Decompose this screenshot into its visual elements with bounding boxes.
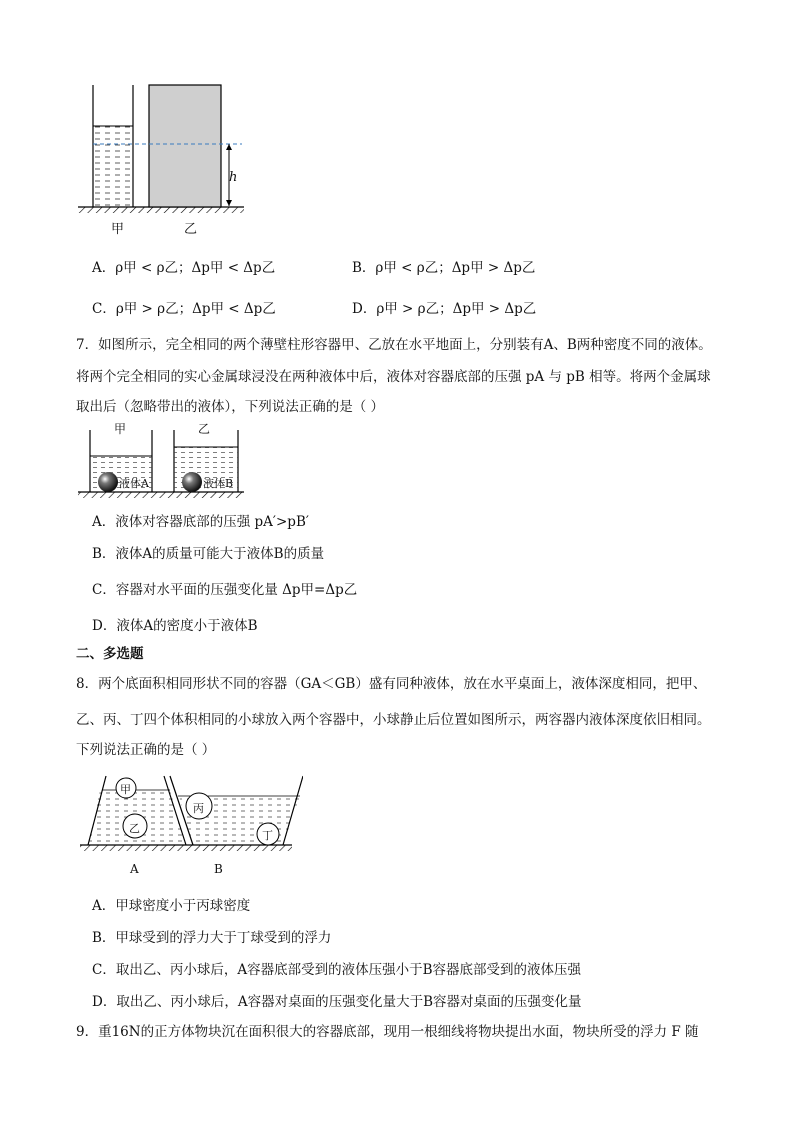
q6-figure: [74, 82, 254, 217]
q8-option-d: D．取出乙、丙小球后，A容器对桌面的压强变化量大于B容器对桌面的压强变化量: [92, 994, 582, 1010]
q8-ball-jia-label: 甲: [120, 783, 131, 796]
ground-hatch: [78, 207, 244, 213]
q8-stem-line2: 乙、丙、丁四个体积相同的小球放入两个容器中，小球静止后位置如图所示，两容器内液体深度依旧相同。: [76, 712, 711, 728]
q8-ball-yi-label: 乙: [129, 822, 140, 835]
q7-option-a: A．液体对容器底部的压强 pA′>pB′: [92, 514, 309, 530]
q7-label-jia: 甲: [114, 422, 127, 436]
q7-stem-line3: 取出后（忽略带出的液体），下列说法正确的是（ ）: [76, 399, 385, 415]
q6-option-b: B．ρ甲 < ρ乙；Δp甲 > Δp乙: [352, 260, 536, 276]
q8-option-b: B．甲球受到的浮力大于丁球受到的浮力: [92, 930, 332, 946]
q7-option-d: D．液体A的密度小于液体B: [92, 618, 258, 634]
q6-option-d: D．ρ甲 > ρ乙；Δp甲 > Δp乙: [352, 301, 537, 317]
q8-label-b: B: [214, 862, 223, 876]
liquid-jia: [93, 126, 133, 207]
q6-option-c: C．ρ甲 > ρ乙；Δp甲 < Δp乙: [92, 301, 276, 317]
q8-ground-hatch: [80, 845, 292, 851]
solid-yi: [149, 85, 221, 207]
q6-label-jia: 甲: [111, 222, 125, 237]
q8-stem-line3: 下列说法正确的是（ ）: [76, 742, 216, 758]
q6-h-label: h: [229, 170, 238, 185]
q7-ball-b: [182, 472, 202, 492]
q8-ball-bing-label: 丙: [193, 802, 204, 815]
q6-option-a: A．ρ甲 < ρ乙；Δp甲 < Δp乙: [92, 260, 276, 276]
q8-option-a: A．甲球密度小于丙球密度: [92, 898, 251, 914]
q8-stem-line1: 8．两个底面积相同形状不同的容器（GA＜GB）盛有同种液体，放在水平桌面上，液体深度相同，把甲、: [76, 676, 707, 692]
q8-ball-ding-label: 丁: [262, 829, 273, 842]
q7-liquid-b-label: 液体B: [203, 477, 234, 490]
q7-liquid-a-label: 液体A: [119, 477, 149, 490]
q9-stem-line1: 9．重16N的正方体物块沉在面积很大的容器底部，现用一根细线将物块提出水面，物块所受的浮力 F 随: [76, 1024, 699, 1040]
q7-option-b: B．液体A的质量可能大于液体B的质量: [92, 546, 325, 562]
q8-figure: [78, 772, 303, 860]
q8-option-c: C．取出乙、丙小球后，A容器底部受到的液体压强小于B容器底部受到的液体压强: [92, 962, 581, 978]
q6-label-yi: 乙: [184, 222, 198, 237]
section-multiple-choice: 二、多选题: [76, 646, 144, 662]
q7-stem-line2: 将两个完全相同的实心金属球浸没在两种液体中后，液体对容器底部的压强 pA 与 pB 相等。将两个金属球: [76, 369, 711, 385]
q7-label-yi: 乙: [198, 422, 211, 436]
q7-stem-line1: 7．如图所示，完全相同的两个薄壁柱形容器甲、乙放在水平地面上，分别装有A、B两种密度不同的液体。: [76, 337, 712, 353]
q7-ground-hatch: [78, 492, 244, 498]
q7-option-c: C．容器对水平面的压强变化量 Δp甲=Δp乙: [92, 582, 358, 598]
q7-ball-a: [98, 472, 118, 492]
q8-label-a: A: [130, 862, 139, 876]
